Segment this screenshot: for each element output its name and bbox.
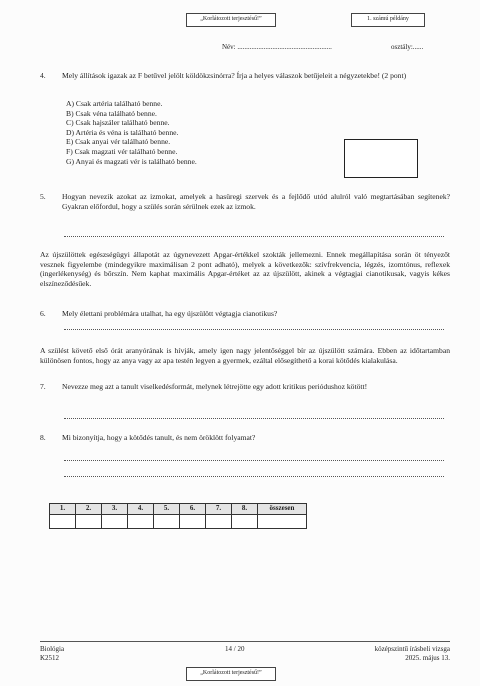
answer-line[interactable] [64,329,444,330]
score-cell[interactable] [50,515,76,529]
answer-line[interactable] [64,460,444,461]
question-6 [40,309,450,319]
score-cell[interactable] [128,515,154,529]
option-e: E) Csak anyai vér található benne. [66,137,171,147]
answer-line[interactable] [64,418,444,419]
question-number: 4. [40,71,46,80]
footer-exam [350,645,450,663]
question-number: 8. [40,433,46,442]
score-header: 6. [180,504,206,515]
footer-subject [40,645,64,663]
option-b: B) Csak véna található benne. [66,108,157,118]
score-cell[interactable] [154,515,180,529]
answer-box-1[interactable] [344,139,383,178]
score-header: 8. [232,504,258,515]
answer-line[interactable] [64,476,444,477]
footer-rule [40,641,450,642]
exam-code: K2512 [40,654,60,662]
score-header-total: összesen [258,504,307,515]
question-number: 7. [40,382,46,391]
question-number: 5. [40,192,46,201]
score-cell[interactable] [206,515,232,529]
option-g: G) Anyai és magzati vér is található benne. [66,156,197,166]
question-8 [40,433,450,443]
score-cell[interactable] [180,515,206,529]
restricted-note-footer: „Korlátozott terjesztésű!” [186,667,276,681]
question-text: Mely élettani problémára utalhat, ha egy újszülött végtagja cianotikus? [62,309,278,318]
option-a: A) Csak artéria található benne. [66,99,163,108]
question-text: Mely állítások igazak az F betűvel jelölt köldökzsinórra? Írja a helyes válaszok betűjeleit a négyzetekbe! (2 pont) [62,71,407,80]
score-cell[interactable] [102,515,128,529]
q4-options [66,99,197,166]
score-header: 1. [50,504,76,515]
exam-level: középszintű írásbeli vizsga [374,645,450,653]
score-cell[interactable] [76,515,102,529]
subject: Biológia [40,645,65,653]
score-header: 4. [128,504,154,515]
copy-number-box: 1. számú példány [351,13,425,27]
option-c: C) Csak hajszáler található benne. [66,118,170,128]
option-d: D) Artéria és véna is található benne. [66,127,179,137]
answer-line[interactable] [64,236,444,237]
question-number: 6. [40,309,46,318]
question-text: Mi bizonyítja, hogy a kötődés tanult, és nem öröklött folyamat? [62,433,256,442]
question-7 [40,382,450,392]
option-f: F) Csak magzati vér található benne. [66,146,178,156]
score-header: 7. [206,504,232,515]
question-text: Nevezze meg azt a tanult viselkedésformát, melynek létrejötte egy adott kritikus periódushoz kötött! [62,382,368,391]
golden-hour-paragraph: A szülést követő első órát aranyórának is hívják, amely igen nagy jelentőséggel bír az újszülött számára. Ebben az időtartamban különösen fontos, hogy az anya vagy az apa testén legyen a gyermek, ezáltal elősegíthető a korai kötődés kialakulása. [40,346,450,365]
class-field[interactable]: osztály:...... [391,43,424,51]
score-header: 2. [76,504,102,515]
score-header: 3. [102,504,128,515]
exam-date: 2025. május 13. [405,654,450,662]
question-5 [40,192,450,211]
name-field[interactable]: Név: ...................................................... [222,43,332,51]
score-cell-total[interactable] [258,515,307,529]
score-header: 5. [154,504,180,515]
answer-box-2[interactable] [381,139,418,178]
score-table [49,503,307,529]
score-cell[interactable] [232,515,258,529]
page-number: 14 / 20 [225,645,245,653]
question-text: Hogyan nevezik azokat az izmokat, amelyek a hasüregi szervek és a fejlődő utód alulról való megtartásában segítenek? Gyakran előfordul, hogy a szülés során sérülnek ezek az izmok. [62,192,450,211]
question-4 [40,71,450,81]
restricted-note-header: „Korlátozott terjesztésű!” [186,13,276,27]
apgar-paragraph: Az újszülöttek egészségügyi állapotát az úgynevezett Apgar-értékkel szokták jellemezni. Ennek megállapítása során öt tényezőt vesznek figyelembe (mindegyikre maximálisan 2 pont adható), melyek a következők: szívfrekvencia, légzés, izomtónus, reflexek (ingerlékenység) és bőrszín. Nem kaphat maximális Apgar-értéket az az újszülött, akinek a végtagjai cianotikusak, vagyis kékes elszíneződésűek. [40,250,450,288]
